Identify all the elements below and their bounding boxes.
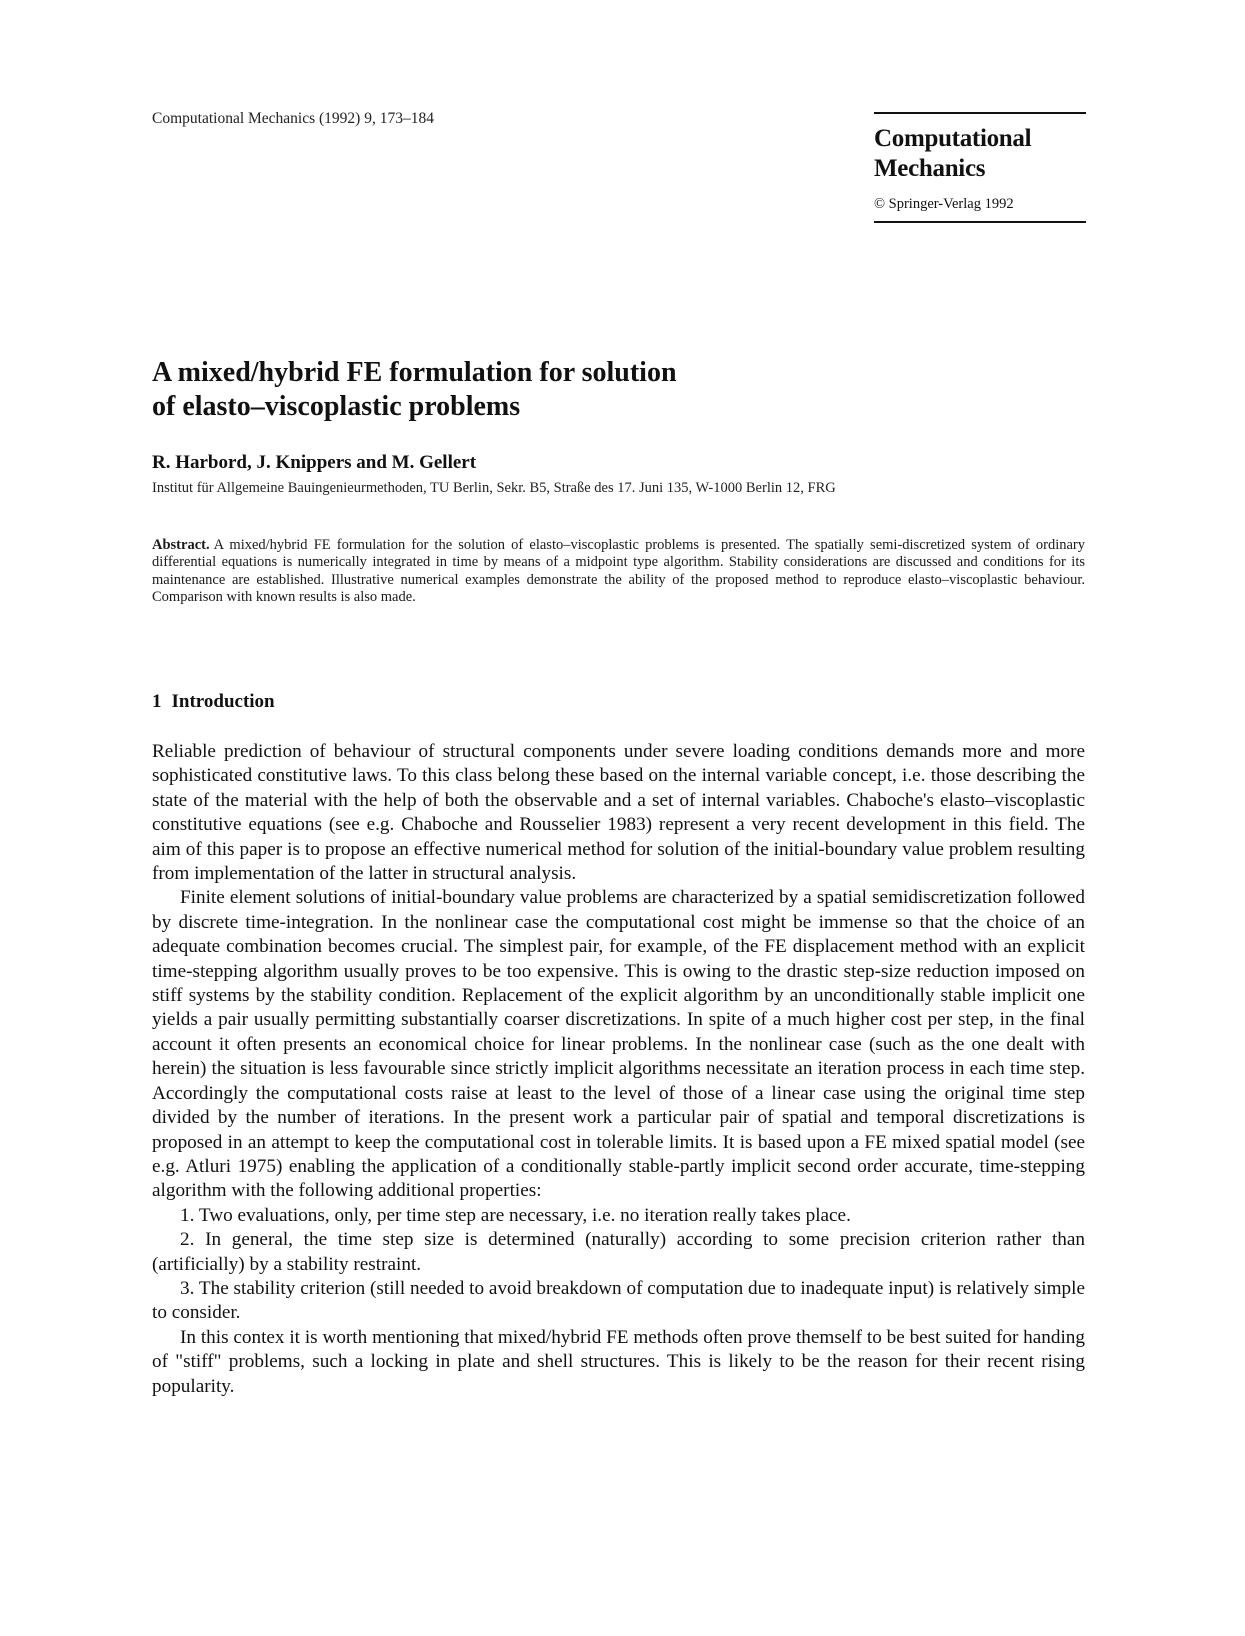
affiliation: Institut für Allgemeine Bauingenieurmethoden, TU Berlin, Sekr. B5, Straße des 17. Juni 135, W-1000 Berlin 12, FRG (152, 480, 836, 496)
abstract (152, 537, 1085, 607)
section-number: 1 (152, 691, 162, 712)
section-heading (152, 691, 275, 713)
journal-name (874, 124, 1086, 184)
abstract-label: Abstract. (152, 537, 210, 553)
list-item: 1. Two evaluations, only, per time step are necessary, i.e. no iteration really takes place. (180, 1204, 851, 1226)
paragraph: Finite element solutions of initial-boundary value problems are characterized by a spatial semidiscretization followed by discrete time-integration. In the nonlinear case the computational cost might be immense so that the choice of an adequate combination becomes crucial. The simplest pair, for example, of the FE displacement method with an explicit time-stepping algorithm usually proves to be too expensive. This is owing to the drastic step-size reduction imposed on stiff systems by the stability condition. Replacement of the explicit algorithm by an unconditionally stable implicit one yields a pair usually permitting substantially coarser discretizations. In spite of a much higher cost per step, in the final account it often presents an economical choice for linear problems. In the nonlinear case (such as the one dealt with herein) the situation is less favourable since strictly implicit algorithms necessitate an iteration process in each time step. Accordingly the computational costs raise at least to the level of those of a linear case using the original time step divided by the number of iterations. In the present work a particular pair of spatial and temporal discretizations is proposed in an attempt to keep the computational cost in tolerable limits. It is based upon a FE mixed spatial model (see e.g. Atluri 1975) enabling the application of a conditionally stable-partly implicit second order accurate, time-stepping algorithm with the following additional properties: (152, 887, 1085, 1202)
journal-name-line1: Computational (874, 125, 1032, 152)
abstract-text: A mixed/hybrid FE formulation for the solution of elasto–viscoplastic problems is presented. The spatially semi-discretized system of ordinary differential equations is numerically integrated in time by means of a midpoint type algorithm. Stability considerations are discussed and conditions for its maintenance are established. Illustrative numerical examples demonstrate the ability of the proposed method to reproduce elasto–viscoplastic behaviour. Comparison with known results is also made. (152, 537, 1085, 606)
journal-name-line2: Mechanics (874, 155, 986, 182)
title-line2: of elasto–viscoplastic problems (152, 391, 521, 422)
paragraph: In this contex it is worth mentioning that mixed/hybrid FE methods often prove themself to be best suited for handing of "stiff" problems, such a locking in plate and shell structures. This is likely to be the reason for their recent rising popularity. (152, 1326, 1085, 1397)
list-item: 2. In general, the time step size is determined (naturally) according to some precision criterion rather than (artificially) by a stability restraint. (152, 1229, 1085, 1275)
title-line1: A mixed/hybrid FE formulation for solution (152, 357, 677, 388)
journal-masthead (874, 112, 1086, 223)
publisher-copyright: © Springer-Verlag 1992 (874, 196, 1014, 212)
journal-citation: Computational Mechanics (1992) 9, 173–184 (152, 110, 434, 127)
list-item: 3. The stability criterion (still needed to avoid breakdown of computation due to inadequate input) is relatively simple to consider. (152, 1277, 1085, 1324)
section-title: Introduction (171, 691, 275, 712)
paragraph: Reliable prediction of behaviour of structural components under severe loading conditions demands more and more sophisticated constitutive laws. To this class belong these based on the internal variable concept, i.e. those describing the state of the material with the help of both the observable and a set of internal variables. Chaboche's elasto–viscoplastic constitutive equations (see e.g. Chaboche and Rousselier 1983) represent a very recent development in this field. The aim of this paper is to propose an effective numerical method for solution of the initial-boundary value problem resulting from implementation of the latter in structural analysis. (152, 741, 1085, 885)
author-list (152, 452, 476, 474)
authors: R. Harbord, J. Knippers and M. Gellert (152, 452, 477, 473)
article-title (152, 356, 677, 424)
body-text (152, 740, 1085, 1399)
